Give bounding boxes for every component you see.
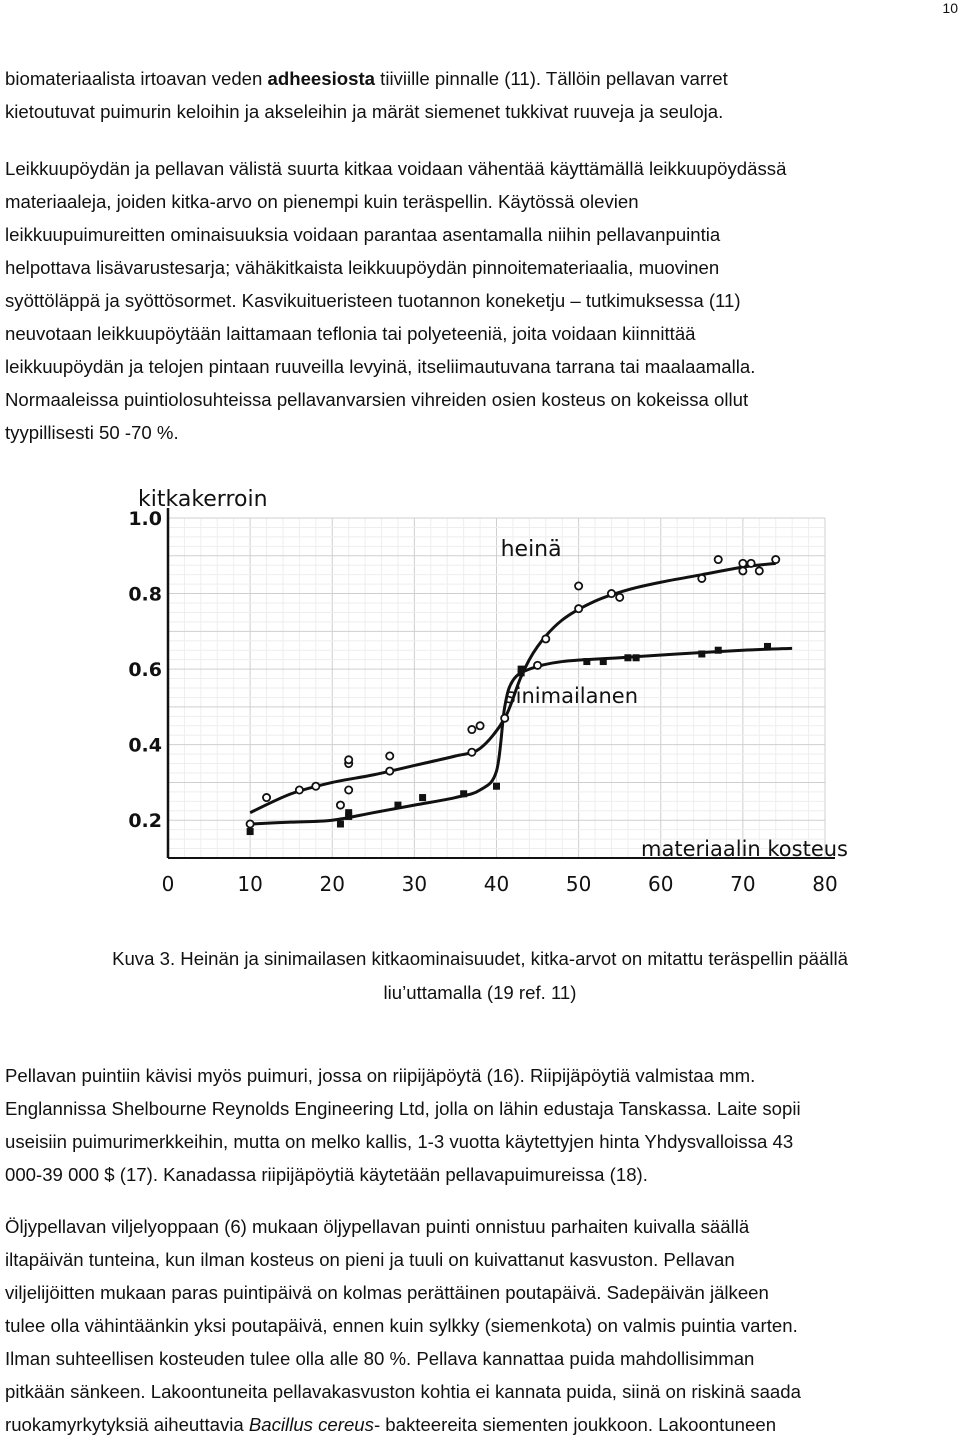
y-tick-label: 0.2 bbox=[128, 810, 162, 833]
data-point-sinimailanen bbox=[345, 809, 352, 816]
data-point-heina bbox=[312, 783, 319, 790]
y-tick-label: 0.6 bbox=[128, 659, 162, 682]
data-point-sinimailanen bbox=[600, 658, 607, 665]
data-point-heina bbox=[386, 768, 393, 775]
x-tick-label: 40 bbox=[483, 872, 510, 896]
data-point-heina bbox=[296, 786, 303, 793]
data-point-heina bbox=[575, 605, 582, 612]
x-axis-label: materiaalin kosteus bbox=[641, 837, 848, 861]
paragraph-line: Leikkuupöydän ja pellavan välistä suurta kitkaa voidaan vähentää käyttämällä leikkuupöydässä bbox=[5, 158, 787, 179]
data-point-sinimailanen bbox=[337, 821, 344, 828]
data-point-sinimailanen bbox=[247, 828, 254, 835]
paragraph-line: leikkuupöydän ja telojen pintaan ruuveilla levyinä, itseliimautuvana tarrana tai maalaamalla. bbox=[5, 356, 756, 377]
friction-figure bbox=[120, 478, 880, 908]
data-point-heina bbox=[345, 756, 352, 763]
series-label-sinimailanen: sinimailanen bbox=[504, 684, 639, 709]
paragraph-line: useisiin puimurimerkkeihin, mutta on melko kallis, 1-3 vuotta käytettyjen hinta Yhdysvalloissa 43 bbox=[5, 1131, 794, 1152]
data-point-heina bbox=[739, 567, 746, 574]
data-point-sinimailanen bbox=[518, 669, 525, 676]
paragraph-line: leikkuupuimureitten ominaisuuksia voidaan parantaa asentamalla niihin pellavanpuintia bbox=[5, 224, 721, 245]
data-point-heina bbox=[468, 726, 475, 733]
paragraph-line: tulee olla vähintäänkin yksi poutapäivä, ennen kuin sylkky (siemenkota) on valmis puintia varten. bbox=[5, 1315, 798, 1336]
data-point-sinimailanen bbox=[394, 802, 401, 809]
data-point-sinimailanen bbox=[493, 783, 500, 790]
paragraph-line: Englannissa Shelbourne Reynolds Engineering Ltd, jolla on lähin edustaja Tanskassa. Laite sopii bbox=[5, 1098, 801, 1119]
paragraph-line: syöttöläppä ja syöttösormet. Kasvikuitueristeen tuotannon koneketju – tutkimuksessa (11) bbox=[5, 290, 741, 311]
x-tick-label: 60 bbox=[648, 872, 674, 896]
paragraph-line: materiaaleja, joiden kitka-arvo on pienempi kuin teräspellin. Käytössä olevien bbox=[5, 191, 639, 212]
x-tick-label: 10 bbox=[237, 872, 263, 896]
y-tick-label: 0.8 bbox=[128, 583, 162, 606]
caption-line: Kuva 3. Heinän ja sinimailasen kitkaominaisuudet, kitka-arvot on mitattu teräspellin päällä bbox=[112, 948, 848, 969]
data-point-heina bbox=[772, 556, 779, 563]
data-point-heina bbox=[575, 582, 582, 589]
data-point-sinimailanen bbox=[715, 647, 722, 654]
y-tick-label: 0.4 bbox=[128, 734, 162, 757]
paragraph-line bbox=[5, 1408, 945, 1441]
italic-term: Bacillus cereus bbox=[248, 1414, 374, 1435]
paragraph-line: neuvotaan leikkuupöytään laittamaan teflonia tai polyeteeniä, joita voidaan kiinnittää bbox=[5, 323, 696, 344]
paragraph-2 bbox=[5, 152, 945, 449]
paragraph-line: tyypillisesti 50 -70 %. bbox=[5, 422, 179, 443]
data-point-sinimailanen bbox=[460, 790, 467, 797]
data-point-heina bbox=[542, 635, 549, 642]
paragraph-line: kietoutuvat puimurin keloihin ja akseleihin ja märät siemenet tukkivat ruuveja ja seuloja. bbox=[5, 101, 724, 122]
paragraph-1 bbox=[5, 62, 945, 128]
data-point-heina bbox=[698, 575, 705, 582]
paragraph-3 bbox=[5, 1059, 945, 1191]
data-point-heina bbox=[534, 662, 541, 669]
paragraph-4 bbox=[5, 1210, 945, 1441]
data-point-heina bbox=[608, 590, 615, 597]
data-point-sinimailanen bbox=[583, 658, 590, 665]
paragraph-line: helpottava lisävarustesarja; vähäkitkaista leikkuupöydän pinnoitemateriaalia, muovinen bbox=[5, 257, 720, 278]
caption-line: liu’uttamalla (19 ref. 11) bbox=[383, 982, 577, 1003]
paragraph-line bbox=[5, 62, 945, 95]
text-run: ruokamyrkytyksiä aiheuttavia bbox=[5, 1414, 249, 1435]
x-tick-label: 50 bbox=[565, 872, 592, 896]
series-label-heina: heinä bbox=[500, 536, 562, 562]
data-point-sinimailanen bbox=[624, 654, 631, 661]
data-point-sinimailanen bbox=[764, 643, 771, 650]
data-point-heina bbox=[263, 794, 270, 801]
data-point-heina bbox=[756, 567, 763, 574]
paragraph-line: iltapäivän tunteina, kun ilman kosteus on pieni ja tuuli on kuivattanut kasvuston. Pellavan bbox=[5, 1249, 735, 1270]
text-run: - bakteereita siementen joukkoon. Lakoontuneen bbox=[373, 1414, 777, 1435]
paragraph-line: Normaaleissa puintiolosuhteissa pellavanvarsien vihreiden osien kosteus on kokeissa ollut bbox=[5, 389, 749, 410]
x-tick-label: 80 bbox=[812, 872, 838, 896]
y-axis-label: kitkakerroin bbox=[138, 487, 268, 512]
figure-caption bbox=[5, 942, 955, 1010]
paragraph-line: Ilman suhteellisen kosteuden tulee olla alle 80 %. Pellava kannattaa puida mahdollisimman bbox=[5, 1348, 755, 1369]
data-point-heina bbox=[247, 820, 254, 827]
x-tick-label: 30 bbox=[401, 872, 428, 896]
data-point-heina bbox=[476, 722, 483, 729]
label-layer bbox=[128, 487, 848, 896]
x-tick-label: 20 bbox=[319, 872, 345, 896]
text-run: tiiviille pinnalle (11). Tällöin pellavan varret bbox=[375, 68, 728, 89]
data-point-heina bbox=[739, 560, 746, 567]
paragraph-line: 000-39 000 $ (17). Kanadassa riipijäpöytiä käytetään pellavapuimureissa (18). bbox=[5, 1164, 648, 1185]
data-point-heina bbox=[715, 556, 722, 563]
paragraph-line: Öljypellavan viljelyoppaan (6) mukaan öljypellavan puinti onnistuu parhaiten kuivalla säällä bbox=[5, 1216, 750, 1237]
data-point-heina bbox=[501, 715, 508, 722]
data-point-heina bbox=[337, 802, 344, 809]
bold-term: adheesiosta bbox=[267, 68, 376, 89]
paragraph-line: viljelijöitten mukaan paras puintipäivä on kolmas perättäinen poutapäivä. Sadepäivän jälkeen bbox=[5, 1282, 769, 1303]
data-point-heina bbox=[616, 594, 623, 601]
data-point-heina bbox=[386, 752, 393, 759]
x-tick-label: 70 bbox=[730, 872, 756, 896]
data-point-heina bbox=[468, 749, 475, 756]
data-point-heina bbox=[345, 786, 352, 793]
paragraph-line: pitkään sänkeen. Lakoontuneita pellavakasvuston kohtia ei kannata puida, siinä on riskinä saada bbox=[5, 1381, 801, 1402]
paragraph-line: Pellavan puintiin kävisi myös puimuri, jossa on riipijäpöytä (16). Riipijäpöytiä valmistaa mm. bbox=[5, 1065, 756, 1086]
data-point-sinimailanen bbox=[419, 794, 426, 801]
data-point-heina bbox=[747, 560, 754, 567]
text-run: biomateriaalista irtoavan veden bbox=[5, 68, 268, 89]
data-point-sinimailanen bbox=[633, 654, 640, 661]
y-tick-label: 1.0 bbox=[128, 508, 162, 530]
page-number: 10 bbox=[942, 0, 958, 16]
data-point-sinimailanen bbox=[698, 651, 705, 658]
x-tick-label: 0 bbox=[161, 872, 175, 896]
friction-chart bbox=[120, 478, 880, 908]
